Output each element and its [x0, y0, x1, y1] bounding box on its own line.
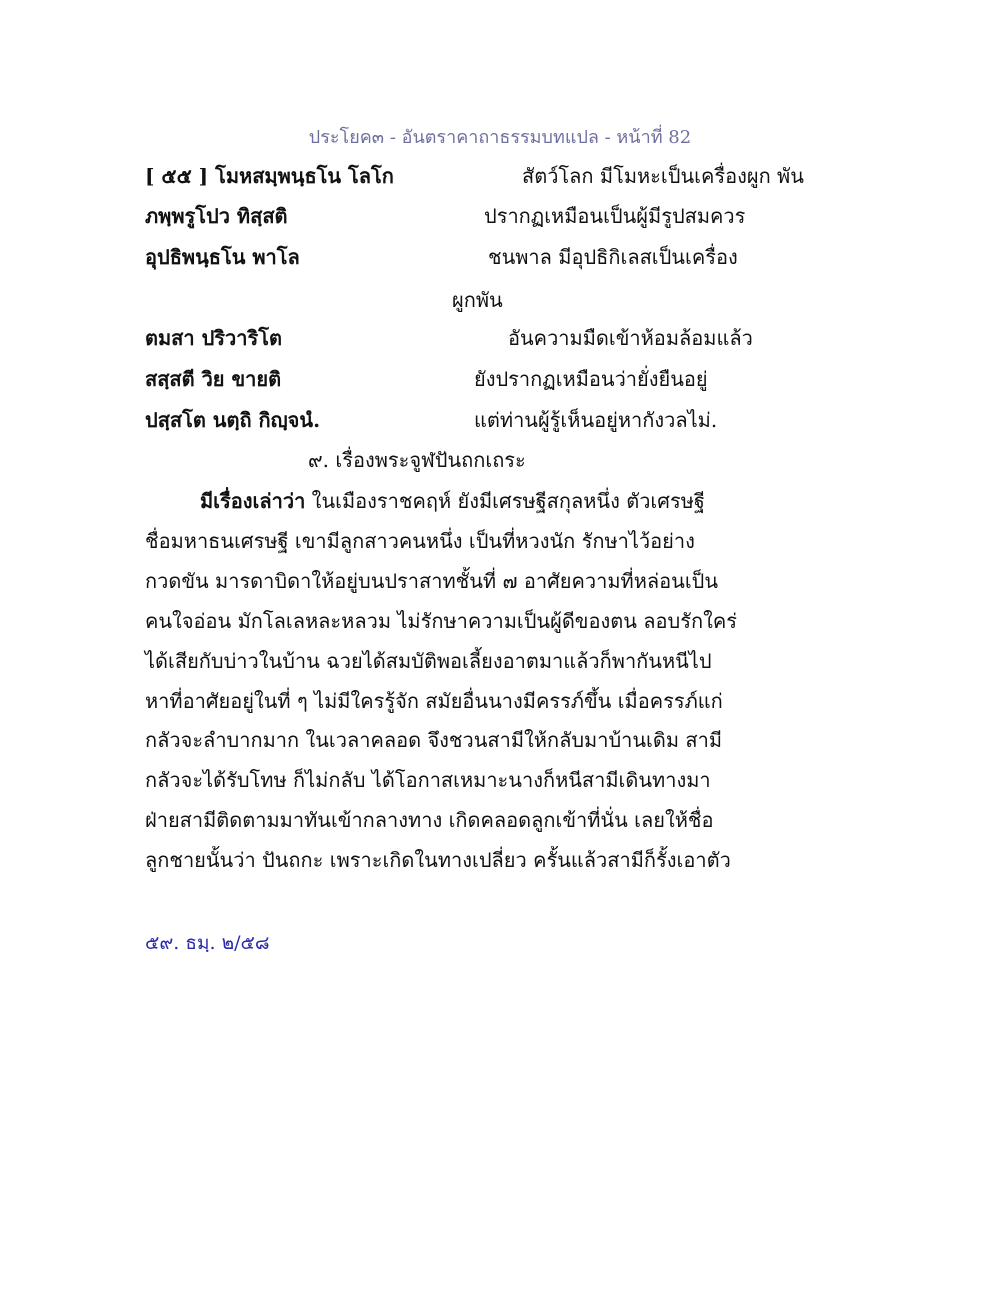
verse-row — [0, 200, 1000, 232]
body-line: หาที่อาศัยอยู่ในที่ ๆ ไม่มีใครรู้จัก สมัยอื่นนางมีครรภ์ขึ้น เมื่อครรภ์แก่ — [145, 689, 723, 713]
verse-thai: ยังปรากฏเหมือนว่ายั่งยืนอยู่ — [474, 367, 708, 391]
story-first-line-rest: ในเมืองราชคฤห์ ยังมีเศรษฐีสกุลหนึ่ง ตัวเศรษฐี — [305, 489, 705, 513]
body-line: กลัวจะได้รับโทษ ก็ไม่กลับ ได้โอกาสเหมาะนางก็หนีสามีเดินทางมา — [145, 768, 711, 792]
verse-thai: แต่ท่านผู้รู้เห็นอยู่หากังวลไม่. — [474, 408, 718, 432]
verse-pali: สสฺสตี วิย ขายติ — [145, 367, 282, 391]
body-line: ฝ่ายสามีติดตามมาทันเข้ากลางทาง เกิดคลอดลูกเข้าที่นั่น เลยให้ชื่อ — [145, 808, 714, 832]
verse-row — [0, 404, 1000, 436]
verse-row — [0, 241, 1000, 273]
body-line: กวดขัน มารดาบิดาให้อยู่บนปราสาทชั้นที่ ๗ อาศัยความที่หล่อนเป็น — [145, 569, 719, 593]
verse-thai: ปรากฏเหมือนเป็นผู้มีรูปสมควร — [484, 204, 746, 228]
page-header: ประโยค๓ - อันตราคาถาธรรมบทแปล - หน้าที่ 82 — [308, 127, 692, 148]
verse-pali: ตมสา ปริวาริโต — [145, 326, 282, 350]
verse-row — [0, 322, 1000, 354]
verse-pali: ภพฺพรูโปว ทิสฺสติ — [145, 204, 288, 228]
verse-thai-continuation: ผูกพัน — [452, 288, 503, 312]
verse-thai: ชนพาล มีอุปธิกิเลสเป็นเครื่อง — [488, 245, 738, 269]
verse-pali: อุปธิพนฺธโน พาโล — [145, 245, 300, 269]
body-line: คนใจอ่อน มักโลเลหละหลวม ไม่รักษาความเป็นผู้ดีของตน ลอบรักใคร่ — [145, 609, 737, 633]
verse-pali: ปสฺสโต นตฺถิ กิญฺจนํ. — [145, 408, 321, 432]
body-line: ลูกชายนั้นว่า ปันถกะ เพราะเกิดในทางเปลี่ยว ครั้นแล้วสามีก็รั้งเอาตัว — [145, 848, 731, 872]
body-line: กลัวจะลำบากมาก ในเวลาคลอด จึงชวนสามีให้กลับมาบ้านเดิม สามี — [145, 728, 723, 752]
story-lead: มีเรื่องเล่าว่า — [200, 489, 306, 513]
verse-thai: สัตว์โลก มีโมหะเป็นเครื่องผูก พัน — [522, 164, 804, 188]
verse-thai: อันความมืดเข้าห้อมล้อมแล้ว — [508, 326, 753, 350]
body-line: ได้เสียกับบ่าวในบ้าน ฉวยได้สมบัติพอเลี้ยงอาตมาแล้วก็พากันหนีไป — [145, 649, 712, 673]
verse-pali: [ ๕๕ ] โมหสมฺพนฺธโน โลโก — [145, 164, 394, 188]
body-line: ชื่อมหาธนเศรษฐี เขามีลูกสาวคนหนึ่ง เป็นที่หวงนัก รักษาไว้อย่าง — [145, 529, 695, 553]
verse-row — [0, 160, 1000, 192]
footnote: ๕๙. ธมฺ. ๒/๕๘ — [145, 932, 270, 954]
verse-row — [0, 363, 1000, 395]
story-title: ๙. เรื่องพระจูฬปันถกเถระ — [308, 448, 526, 472]
body-line-first — [200, 485, 705, 517]
